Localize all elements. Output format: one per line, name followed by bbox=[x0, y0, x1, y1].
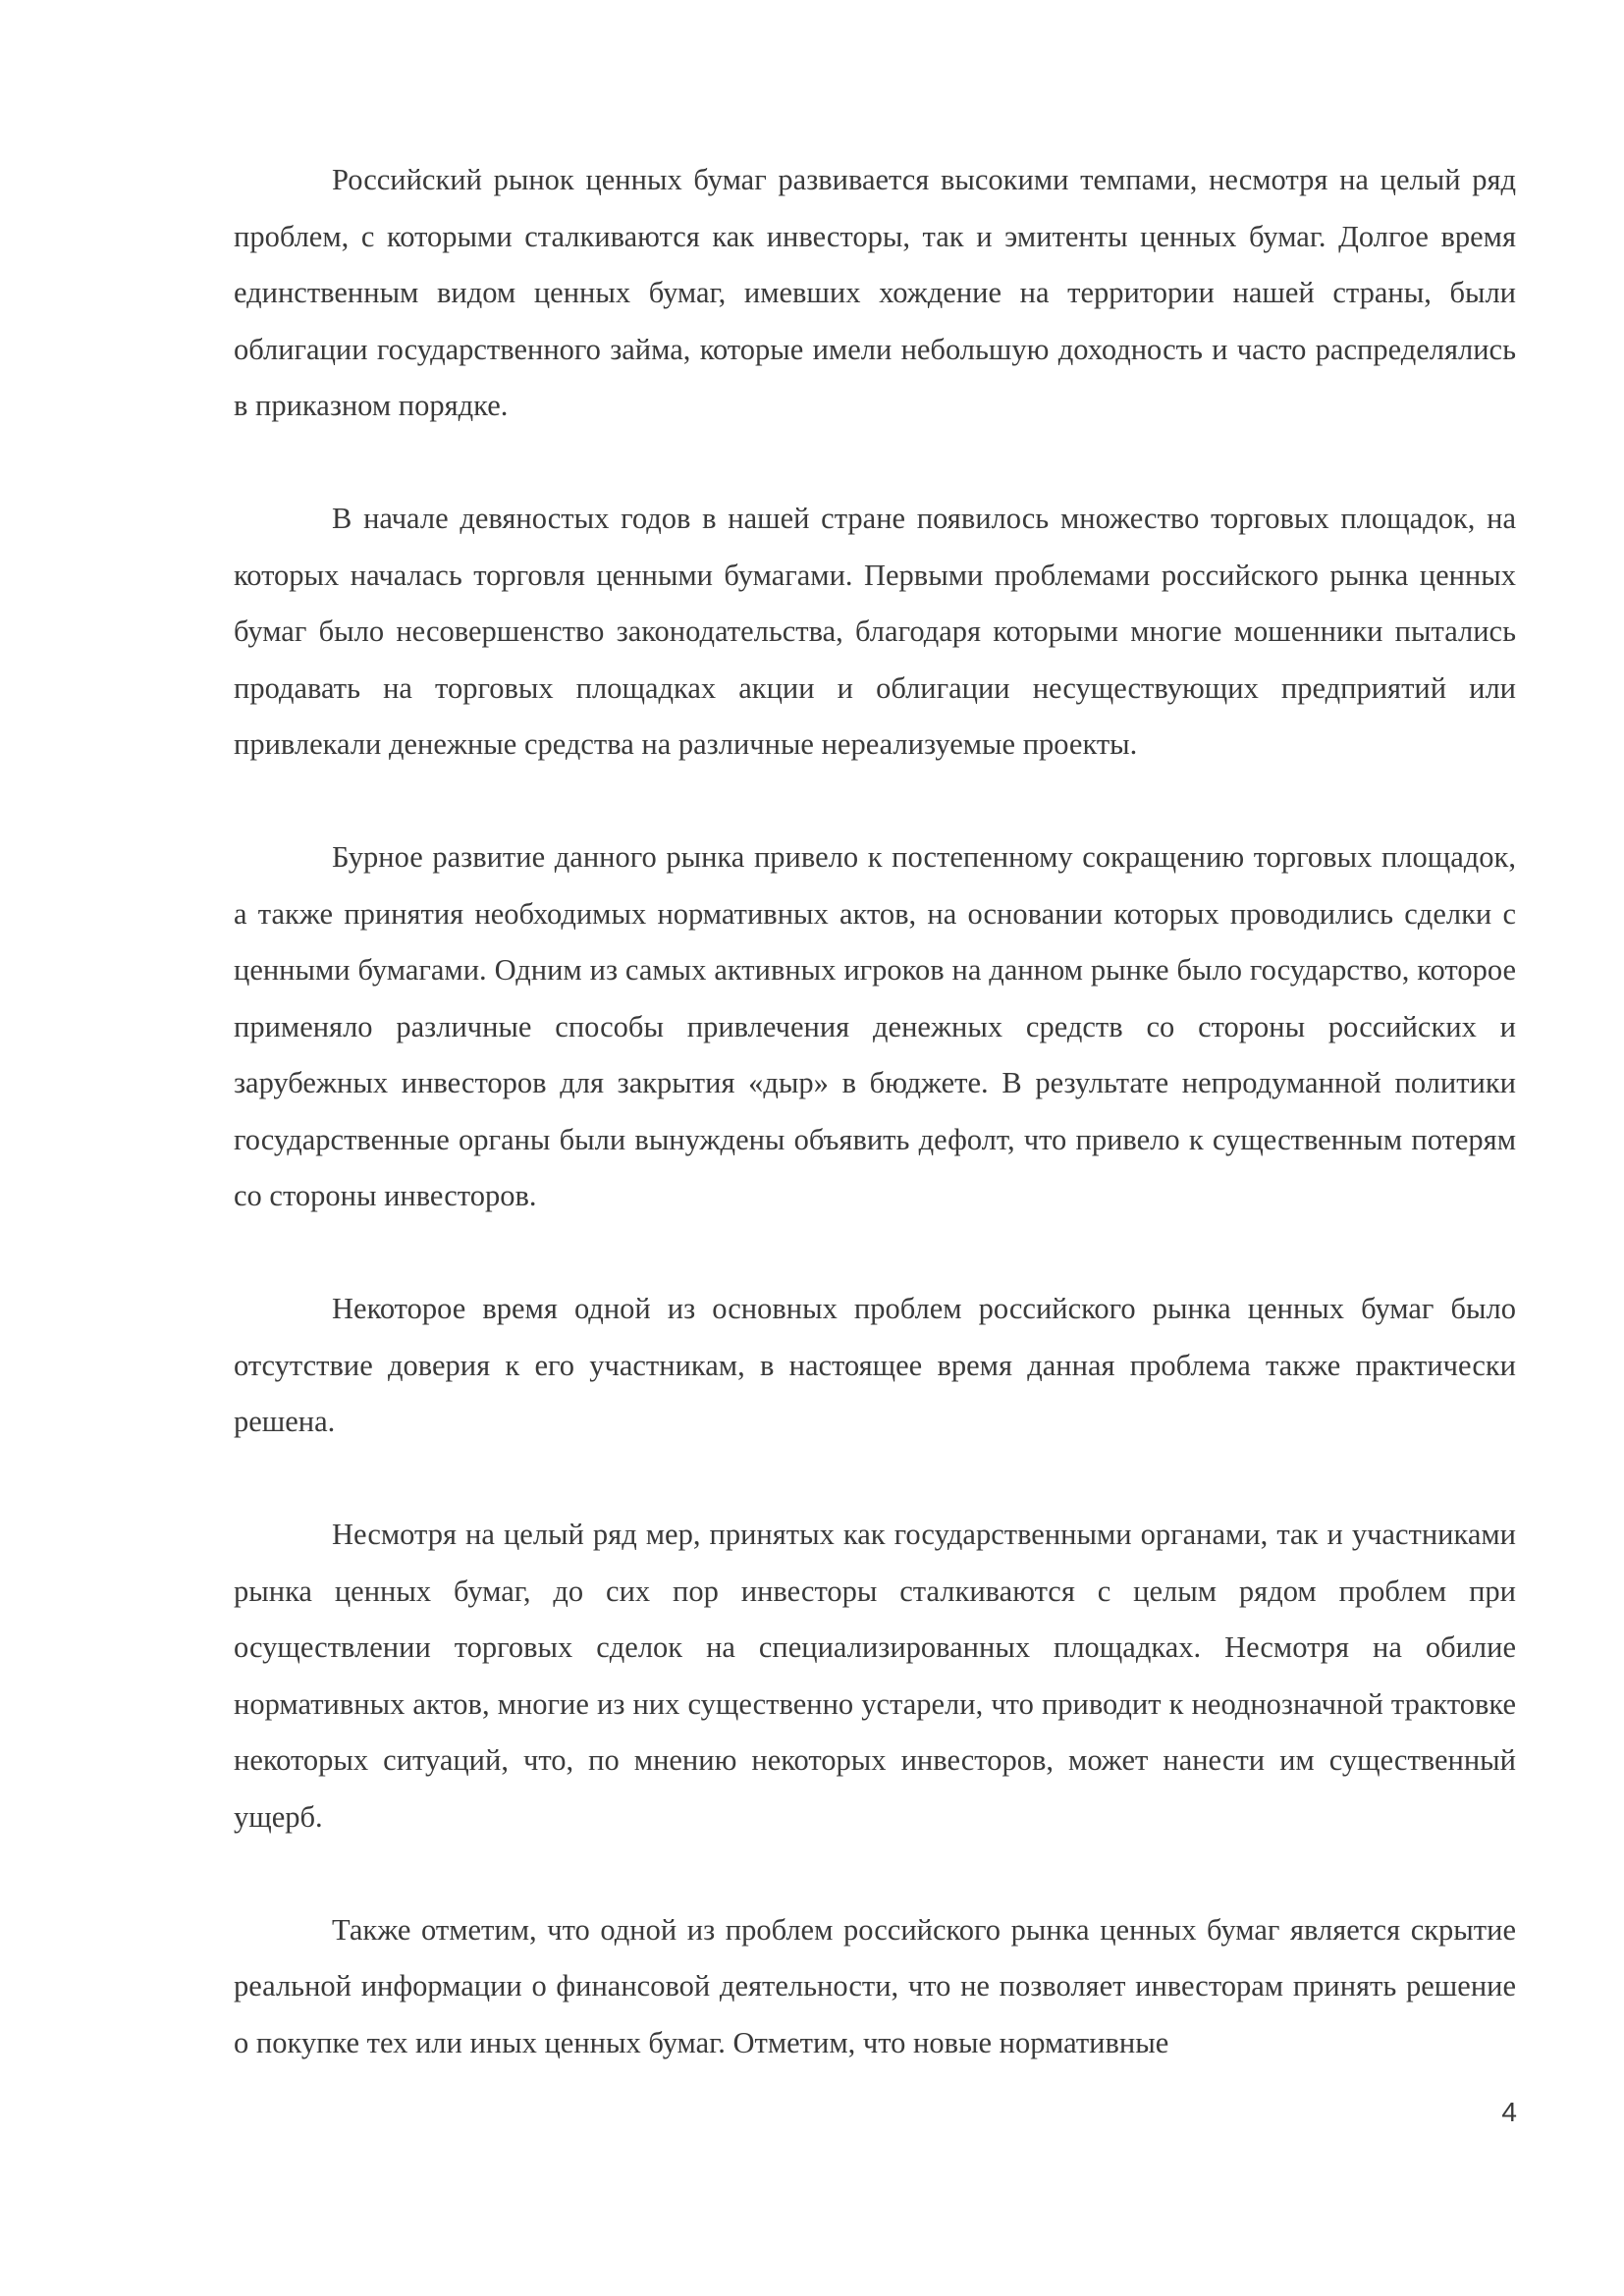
page-number: 4 bbox=[1501, 2097, 1517, 2127]
paragraph: Некоторое время одной из основных проблем российского рынка ценных бумаг было отсутствие доверия к его участникам, в настоящее время данная проблема также практически решена. bbox=[234, 1292, 1516, 1438]
paragraph: Бурное развитие данного рынка привело к постепенному сокращению торговых площадок, а также принятия необходимых нормативных актов, на основании которых проводились сделки с ценными бумагами. Одним из самых активных игроков на данном рынке было государство, которое применяло различные способы привлечения денежных средств со стороны российских и зарубежных инвесторов для закрытия «дыр» в бюджете. В результате непродуманной политики государственные органы были вынуждены объявить дефолт, что привело к существенным потерям со стороны инвесторов. bbox=[234, 840, 1516, 1212]
paragraph: Российский рынок ценных бумаг развивается высокими темпами, несмотря на целый ряд проблем, с которыми сталкиваются как инвесторы, так и эмитенты ценных бумаг. Долгое время единственным видом ценных бумаг, имевших хождение на территории нашей страны, были облигации государственного займа, которые имели небольшую доходность и часто распределялись в приказном порядке. bbox=[234, 163, 1516, 422]
document-body bbox=[234, 152, 1516, 2071]
paragraph: В начале девяностых годов в нашей стране появилось множество торговых площадок, на которых началась торговля ценными бумагами. Первыми проблемами российского рынка ценных бумаг было несовершенство законодательства, благодаря которыми многие мошенники пытались продавать на торговых площадках акции и облигации несуществующих предприятий или привлекали денежные средства на различные нереализуемые проекты. bbox=[234, 502, 1516, 761]
paragraph: Также отметим, что одной из проблем российского рынка ценных бумаг является скрытие реальной информации о финансовой деятельности, что не позволяет инвесторам принять решение о покупке тех или иных ценных бумаг. Отметим, что новые нормативные bbox=[234, 1912, 1516, 2059]
paragraph: Несмотря на целый ряд мер, принятых как государственными органами, так и участниками рынка ценных бумаг, до сих пор инвесторы сталкиваются с целым рядом проблем при осуществлении торговых сделок на специализированных площадках. Несмотря на обилие нормативных актов, многие из них существенно устарели, что приводит к неоднозначной трактовке некоторых ситуаций, что, по мнению некоторых инвесторов, может нанести им существенный ущерб. bbox=[234, 1518, 1516, 1834]
